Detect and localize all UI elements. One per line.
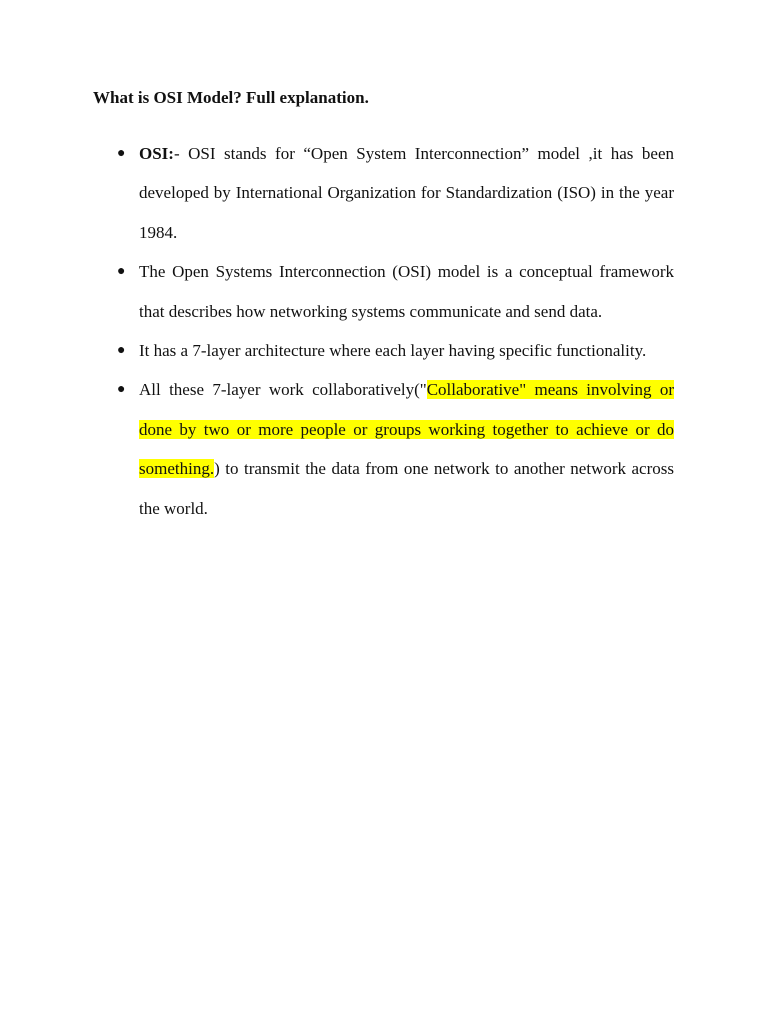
bullet-item-conceptual-framework — [117, 252, 674, 331]
bullet-icon: ● — [117, 343, 126, 359]
bullet-item-collaborative — [117, 370, 674, 528]
bullet-text-after: ) to transmit the data from one network to another network across the world. — [139, 459, 674, 518]
bullet-icon: ● — [117, 382, 126, 398]
bullet-icon: ● — [117, 146, 126, 161]
bullet-list — [117, 134, 674, 528]
bullet-text: - OSI stands for “Open System Interconnection” model ,it has been developed by International Organization for Standardization (ISO) in the year 1984. — [139, 144, 674, 242]
bullet-icon: ● — [117, 264, 126, 280]
highlighted-definition: Collaborative" means involving or done by two or more people or groups working together to achieve or do something. — [139, 380, 674, 479]
bullet-text: It has a 7-layer architecture where each layer having specific functionality. — [139, 341, 647, 361]
bullet-item-osi-definition — [117, 134, 674, 252]
bullet-item-layer-architecture — [117, 331, 674, 370]
bullet-text-before: All these 7-layer work collaboratively(" — [139, 380, 427, 400]
bullet-text: The Open Systems Interconnection (OSI) model is a conceptual framework that describes how networking systems communicate and send data. — [139, 262, 674, 321]
bullet-term: OSI: — [139, 144, 174, 163]
document-title: What is OSI Model? Full explanation. — [93, 88, 369, 107]
